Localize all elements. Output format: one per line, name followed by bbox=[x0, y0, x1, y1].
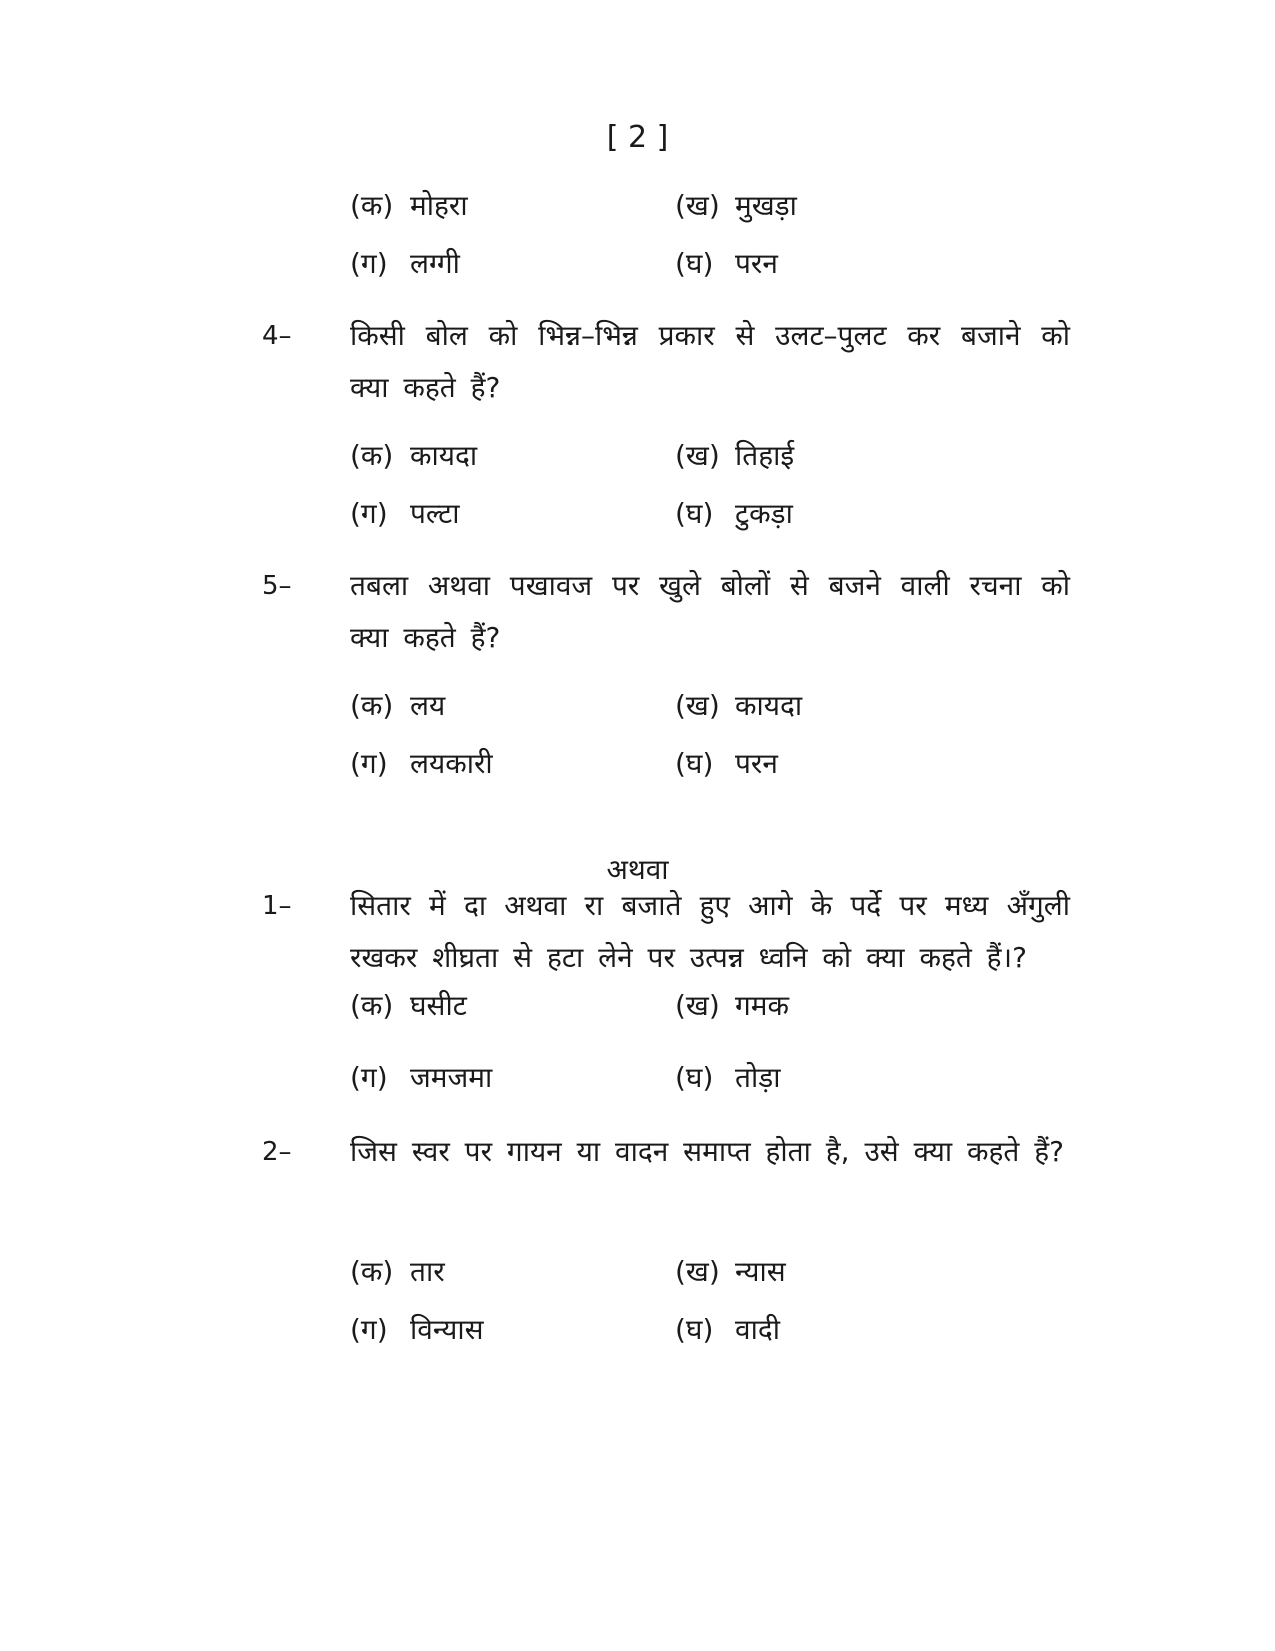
option-mark: (क) bbox=[350, 439, 394, 472]
option-mark: (घ) bbox=[675, 747, 714, 780]
option-row bbox=[350, 1310, 1070, 1368]
option-ga bbox=[350, 1310, 484, 1350]
option-text: लयकारी bbox=[410, 747, 493, 780]
question-text: जिस स्वर पर गायन या वादन समाप्त होता है, उसे क्या कहते हैं? bbox=[350, 1135, 1064, 1168]
option-row bbox=[350, 686, 1070, 744]
alt-q1-options-row1 bbox=[350, 986, 1070, 1044]
q3-options bbox=[350, 186, 1070, 302]
option-text: परन bbox=[735, 247, 778, 280]
option-row bbox=[350, 244, 1070, 302]
option-ga bbox=[350, 494, 459, 534]
option-ga bbox=[350, 1058, 492, 1098]
option-text: लय bbox=[410, 689, 446, 722]
option-row bbox=[350, 1058, 1070, 1116]
option-row bbox=[350, 494, 1070, 552]
question-text: सितार में दा अथवा रा बजाते हुए आगे के पर्दे पर मध्य अँगुली रखकर शीघ्रता से हटा लेने पर उत्पन्न ध्वनि को क्या कहते हैं।? bbox=[350, 889, 1070, 974]
page-number: [ 2 ] bbox=[606, 120, 669, 155]
option-text: मुखड़ा bbox=[735, 189, 797, 222]
option-ga bbox=[350, 744, 493, 784]
option-text: वादी bbox=[735, 1313, 780, 1346]
option-mark: (ग) bbox=[350, 1061, 388, 1094]
option-kha bbox=[675, 186, 797, 226]
option-ga bbox=[350, 244, 460, 284]
option-ka bbox=[350, 436, 477, 476]
option-mark: (क) bbox=[350, 689, 394, 722]
option-row bbox=[350, 436, 1070, 494]
question-number: 5– bbox=[262, 571, 292, 601]
option-mark: (ख) bbox=[675, 989, 720, 1022]
option-gha bbox=[675, 744, 778, 784]
option-gha bbox=[675, 1310, 780, 1350]
q5-options bbox=[350, 686, 1070, 802]
option-mark: (ख) bbox=[675, 439, 720, 472]
option-kha bbox=[675, 1252, 786, 1292]
option-mark: (ख) bbox=[675, 189, 720, 222]
option-mark: (घ) bbox=[675, 1313, 714, 1346]
option-row bbox=[350, 186, 1070, 244]
question-text: किसी बोल को भिन्न–भिन्न प्रकार से उलट–पुलट कर बजाने को क्या कहते हैं? bbox=[350, 319, 1070, 404]
option-text: न्यास bbox=[735, 1255, 786, 1288]
option-text: घसीट bbox=[410, 989, 467, 1022]
option-text: पल्टा bbox=[410, 497, 460, 530]
option-kha bbox=[675, 986, 789, 1026]
option-mark: (घ) bbox=[675, 497, 714, 530]
option-gha bbox=[675, 1058, 780, 1098]
option-ka bbox=[350, 1252, 445, 1292]
option-mark: (क) bbox=[350, 1255, 394, 1288]
question-number: 1– bbox=[262, 891, 292, 921]
option-row bbox=[350, 1252, 1070, 1310]
option-mark: (ख) bbox=[675, 689, 720, 722]
option-kha bbox=[675, 686, 802, 726]
option-text: गमक bbox=[735, 989, 790, 1022]
option-text: तार bbox=[410, 1255, 445, 1288]
option-mark: (ग) bbox=[350, 247, 388, 280]
option-gha bbox=[675, 244, 778, 284]
option-text: परन bbox=[735, 747, 778, 780]
option-kha bbox=[675, 436, 794, 476]
option-mark: (घ) bbox=[675, 1061, 714, 1094]
option-text: जमजमा bbox=[410, 1061, 493, 1094]
option-text: मोहरा bbox=[410, 189, 468, 222]
option-mark: (ग) bbox=[350, 1313, 388, 1346]
option-ka bbox=[350, 186, 468, 226]
option-mark: (क) bbox=[350, 989, 394, 1022]
option-ka bbox=[350, 686, 445, 726]
option-gha bbox=[675, 494, 793, 534]
option-text: कायदा bbox=[735, 689, 803, 722]
question-number: 4– bbox=[262, 321, 292, 351]
option-text: तोड़ा bbox=[735, 1061, 781, 1094]
option-row bbox=[350, 744, 1070, 802]
question-text: तबला अथवा पखावज पर खुले बोलों से बजने वाली रचना को क्या कहते हैं? bbox=[350, 569, 1070, 654]
option-text: कायदा bbox=[410, 439, 478, 472]
alt-q2-options bbox=[350, 1252, 1070, 1368]
alt-q1-options-row2 bbox=[350, 1058, 1070, 1116]
section-divider-or: अथवा bbox=[606, 853, 669, 886]
option-row bbox=[350, 986, 1070, 1044]
option-mark: (ख) bbox=[675, 1255, 720, 1288]
option-text: टुकड़ा bbox=[735, 497, 793, 530]
q4-options bbox=[350, 436, 1070, 552]
option-mark: (क) bbox=[350, 189, 394, 222]
option-text: विन्यास bbox=[410, 1313, 484, 1346]
option-mark: (ग) bbox=[350, 747, 388, 780]
option-text: तिहाई bbox=[735, 439, 795, 472]
option-text: लग्गी bbox=[410, 247, 460, 280]
option-mark: (ग) bbox=[350, 497, 388, 530]
option-ka bbox=[350, 986, 467, 1026]
question-number: 2– bbox=[262, 1137, 292, 1167]
option-mark: (घ) bbox=[675, 247, 714, 280]
